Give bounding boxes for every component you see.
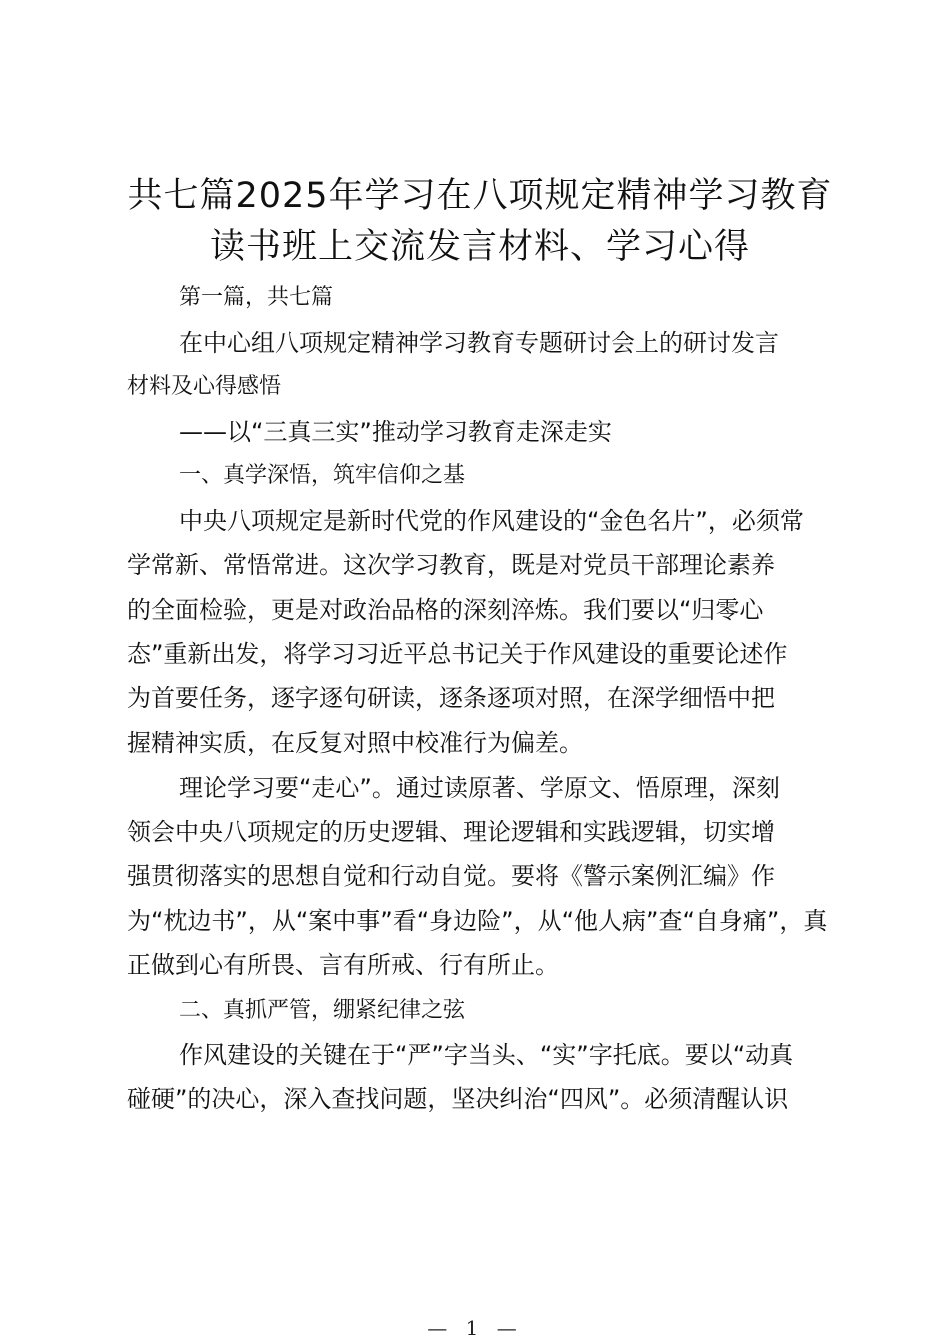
paragraph-2-line: 领会中央八项规定的历史逻辑、理论逻辑和实践逻辑，切实增 [127, 818, 775, 846]
chapter-label: 第一篇，共七篇 [179, 285, 334, 310]
paragraph-1-line: 中央八项规定是新时代党的作风建设的“金色名片”，必须常 [179, 507, 804, 535]
paragraph-1-line: 学常新、常悟常进。这次学习教育，既是对党员干部理论素养 [127, 551, 775, 579]
paragraph-2-line: 理论学习要“走心”。通过读原著、学原文、悟原理，深刻 [179, 774, 780, 802]
paragraph-1-line: 的全面检验，更是对政治品格的深刻淬炼。我们要以“归零心 [127, 596, 764, 624]
paragraph-3-line: 作风建设的关键在于“严”字当头、“实”字托底。要以“动真 [179, 1041, 794, 1069]
document-title-line-1: 共七篇2025年学习在八项规定精神学习教育 [127, 176, 833, 216]
paragraph-3-line: 碰硬”的决心，深入查找问题，坚决纠治“四风”。必须清醒认识 [127, 1085, 789, 1113]
section-heading-1: 一、真学深悟，筑牢信仰之基 [179, 463, 466, 488]
document-title-line-2: 读书班上交流发言材料、学习心得 [209, 227, 750, 267]
paragraph-1-line: 态”重新出发，将学习习近平总书记关于作风建设的重要论述作 [127, 640, 788, 668]
theme-line: ——以“三真三实”推动学习教育走深走实 [179, 418, 612, 446]
paragraph-2-line: 为“枕边书”，从“案中事”看“身边险”，从“他人病”查“自身痛”，真 [127, 907, 828, 935]
subtitle-line-2: 材料及心得感悟 [127, 374, 282, 399]
paragraph-1-line: 握精神实质，在反复对照中校准行为偏差。 [127, 729, 583, 757]
subtitle-line-1: 在中心组八项规定精神学习教育专题研讨会上的研讨发言 [179, 329, 779, 357]
paragraph-1-line: 为首要任务，逐字逐句研读，逐条逐项对照，在深学细悟中把 [127, 684, 775, 712]
paragraph-2-line: 强贯彻落实的思想自觉和行动自觉。要将《警示案例汇编》作 [127, 862, 775, 890]
paragraph-2-line: 正做到心有所畏、言有所戒、行有所止。 [127, 951, 559, 979]
section-heading-2: 二、真抓严管，绷紧纪律之弦 [179, 998, 466, 1023]
page-number: — 1 — [427, 1316, 523, 1340]
